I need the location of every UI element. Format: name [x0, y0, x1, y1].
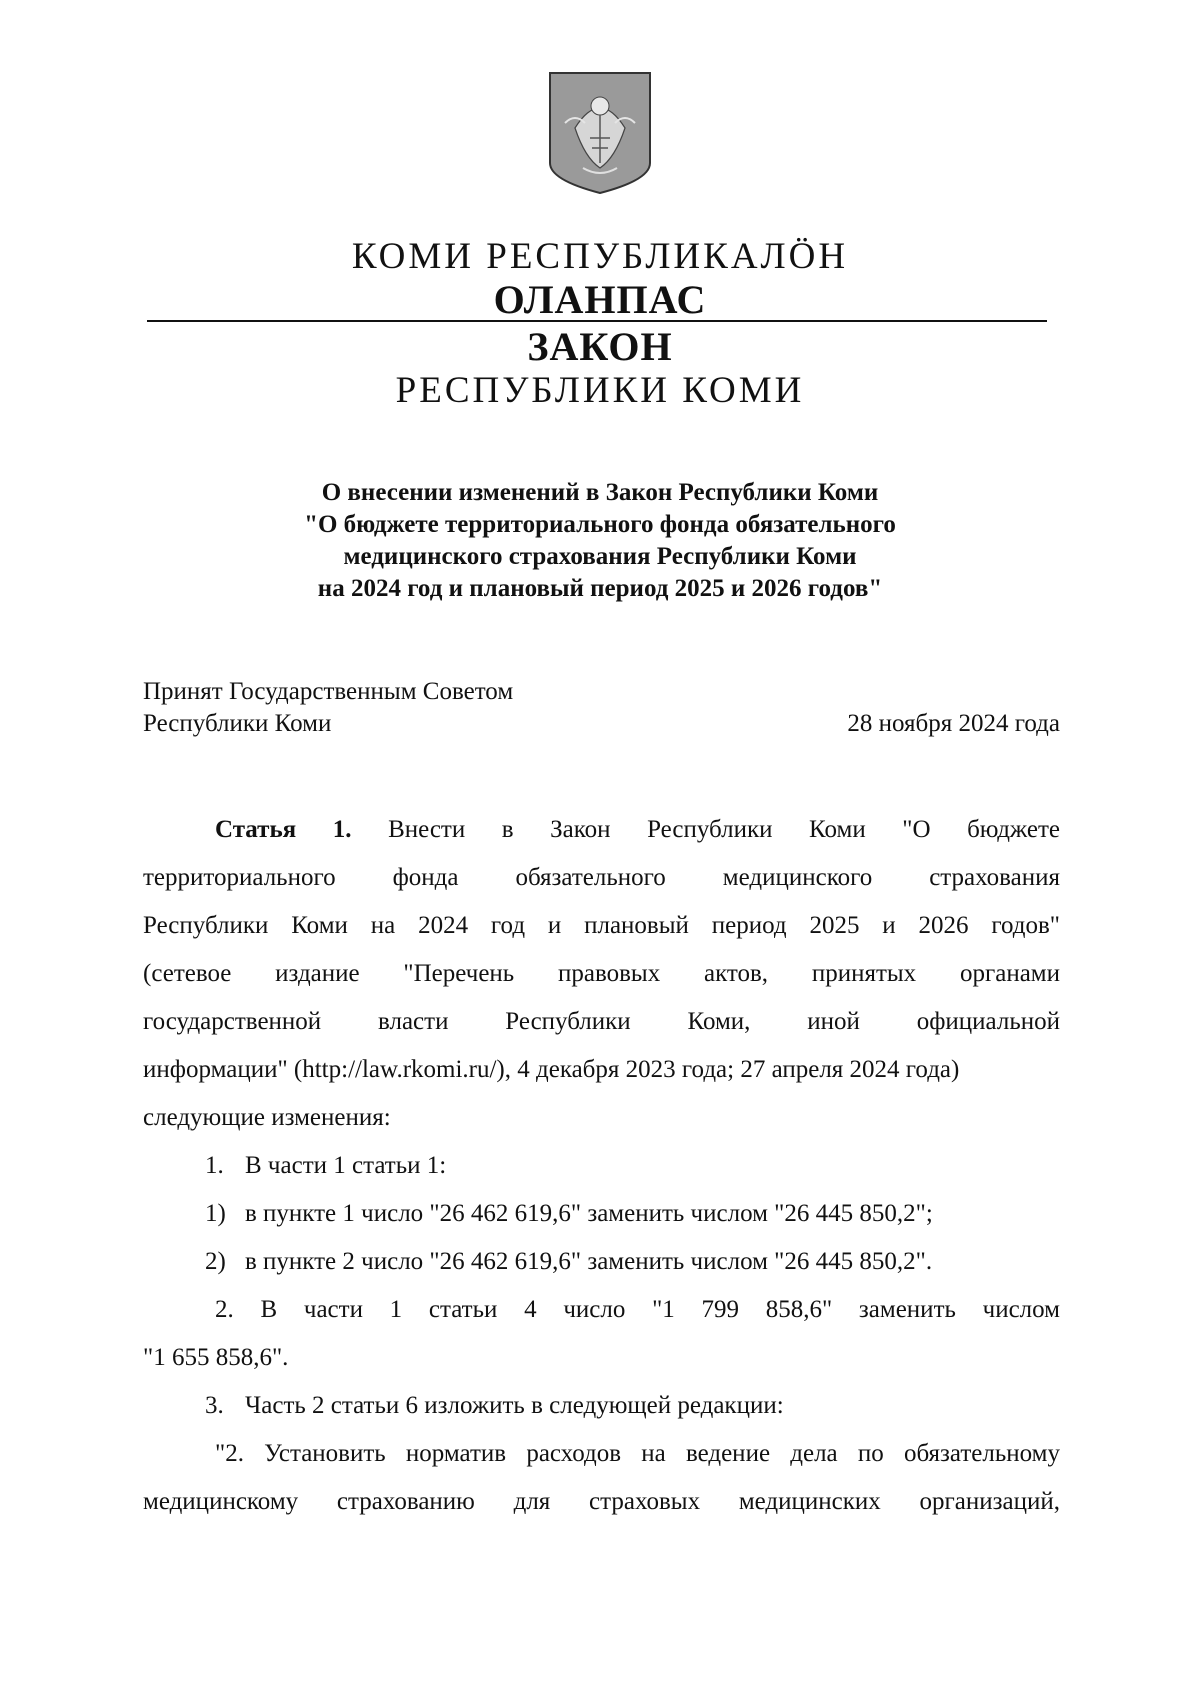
adoption-date: 28 ноября 2024 года: [847, 710, 1060, 737]
law-title-line: на 2024 год и плановый период 2025 и 2026 годов": [317, 575, 883, 602]
article-1-line: [143, 806, 1060, 854]
list-item: 2. В части 1 статьи 4 число "1 799 858,6" заменить числом: [215, 1296, 1060, 1323]
list-item-continuation: "1 655 858,6".: [143, 1344, 289, 1371]
list-item-text: в пункте 1 число "26 462 619,6" заменить числом "26 445 850,2";: [245, 1200, 933, 1227]
header-zakon: ЗАКОН: [527, 324, 673, 369]
adoption-block: [143, 676, 513, 740]
header-divider: [147, 320, 1047, 322]
list-item-number: 1.: [205, 1152, 224, 1179]
article-1-line: следующие изменения:: [143, 1104, 391, 1131]
article-1-text: Внести в Закон Республики Коми "О бюджете: [388, 816, 1060, 843]
header-komi-republic: КОМИ РЕСПУБЛИКАЛӦН: [351, 236, 849, 277]
list-item-number: 3.: [205, 1392, 224, 1419]
list-item-number: 2): [205, 1248, 226, 1275]
list-item-text: в пункте 2 число "26 462 619,6" заменить числом "26 445 850,2".: [245, 1248, 933, 1275]
article-1-line: государственной власти Республики Коми, иной официальной: [143, 1008, 1060, 1035]
list-item: [143, 1190, 1060, 1238]
law-title-line: О внесении изменений в Закон Республики Коми: [321, 479, 879, 506]
list-item: [143, 1238, 1060, 1286]
list-item-number: 1): [205, 1200, 226, 1227]
list-item-text: В части 1 статьи 1:: [245, 1152, 447, 1179]
article-1-line: (сетевое издание "Перечень правовых актов, принятых органами: [143, 960, 1060, 987]
article-1-line: Республики Коми на 2024 год и плановый период 2025 и 2026 годов": [143, 912, 1060, 939]
quote-line: медицинскому страхованию для страховых медицинских организаций,: [143, 1488, 1060, 1515]
article-1-label: Статья 1.: [215, 816, 352, 843]
adoption-line-1: Принят Государственным Советом: [143, 678, 514, 705]
article-1: [143, 806, 1060, 1526]
law-title-line: медицинского страхования Республики Коми: [343, 543, 857, 570]
list-item: [143, 1142, 1060, 1190]
quote-line: "2. Установить норматив расходов на ведение дела по обязательному: [215, 1440, 1060, 1467]
law-title: [150, 477, 1050, 605]
adoption-line-2: Республики Коми: [143, 710, 332, 737]
list-item-text: Часть 2 статьи 6 изложить в следующей редакции:: [245, 1392, 784, 1419]
article-1-line: территориального фонда обязательного медицинского страхования: [143, 864, 1060, 891]
article-1-line: информации" (http://law.rkomi.ru/), 4 декабря 2023 года; 27 апреля 2024 года): [143, 1056, 960, 1083]
header-olanpas: ОЛАНПАС: [493, 277, 707, 322]
list-item: [143, 1382, 1060, 1430]
coat-of-arms-icon: [545, 68, 655, 198]
law-title-line: "О бюджете территориального фонда обязательного: [304, 511, 896, 538]
header-republic-komi: РЕСПУБЛИКИ КОМИ: [395, 370, 805, 411]
